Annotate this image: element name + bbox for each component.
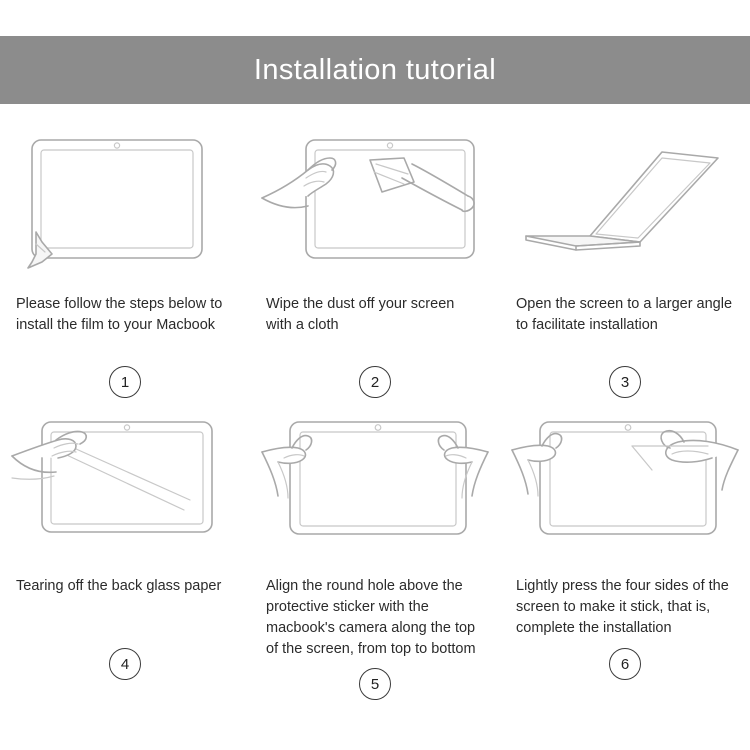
step-card-3 xyxy=(500,110,750,398)
steps-grid xyxy=(0,110,750,700)
step-number-3: 3 xyxy=(609,366,641,398)
step-caption-2: Wipe the dust off your screen with a cloth xyxy=(266,296,455,333)
step-caption-5: Align the round hole above the protective sticker with the macbook's camera along the top of the screen, from top to bottom xyxy=(266,578,476,657)
step-caption-3: Open the screen to a larger angle to facilitate installation xyxy=(516,296,733,333)
step-number-5: 5 xyxy=(359,668,391,700)
step-card-5 xyxy=(250,398,500,700)
step-card-2 xyxy=(250,110,500,398)
illustration-macbook-peeling-film xyxy=(12,134,238,274)
step-card-6 xyxy=(500,398,750,700)
step-number-4: 4 xyxy=(109,648,141,680)
step-caption-6: Lightly press the four sides of the screen to make it stick, that is, complete the installation xyxy=(516,578,729,636)
illustration-tear-back-paper xyxy=(12,416,238,556)
header-banner xyxy=(0,36,750,104)
illustration-wipe-screen xyxy=(262,134,488,274)
illustration-align-film xyxy=(262,416,488,556)
step-number-6: 6 xyxy=(609,648,641,680)
step-caption-1: Please follow the steps below to install the film to your Macbook xyxy=(16,296,223,333)
page-title: Installation tutorial xyxy=(253,53,497,86)
step-card-4 xyxy=(0,398,250,700)
illustration-press-edges xyxy=(512,416,738,556)
step-number-1: 1 xyxy=(109,366,141,398)
step-number-2: 2 xyxy=(359,366,391,398)
illustration-open-laptop-angle xyxy=(512,134,738,274)
step-card-1 xyxy=(0,110,250,398)
step-caption-4: Tearing off the back glass paper xyxy=(16,578,222,594)
